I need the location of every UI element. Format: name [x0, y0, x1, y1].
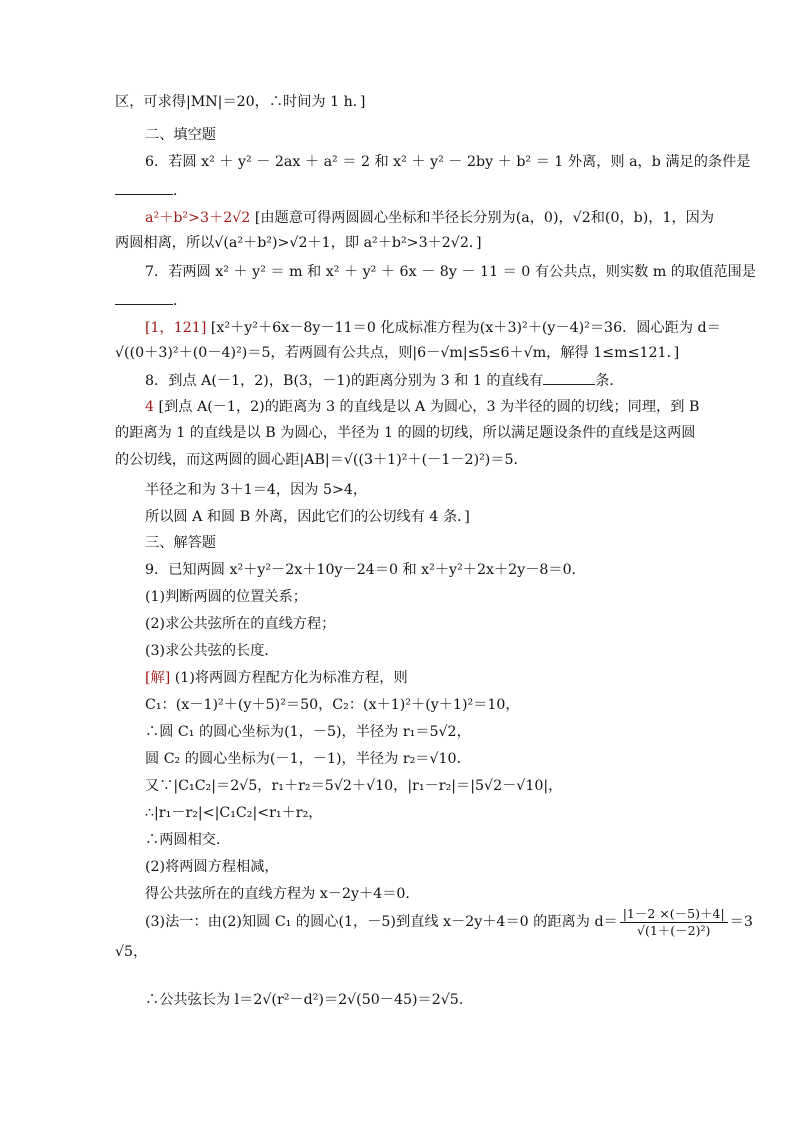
text-line: 又∵|C₁C₂|＝2√5，r₁＋r₂＝5√2＋√10，|r₁－r₂|＝|5√2－√10|， — [145, 778, 563, 794]
text-line: 区，可求得|MN|＝20，∴时间为 1 h．] — [115, 94, 366, 110]
solution-tag: [解] — [145, 670, 171, 686]
text-line: 的公切线，而这两圆的圆心距|AB|＝√((3＋1)²＋(－1－2)²)＝5． — [115, 452, 528, 468]
answer-blank — [543, 370, 595, 385]
question-6-blank-line: ． — [115, 180, 187, 201]
question-8: 8．到点 A(－1，2)，B(3，－1)的距离分别为 3 和 1 的直线有 条． — [145, 370, 624, 391]
question-6: 6．若圆 x² ＋ y² － 2ax ＋ a² ＝ 2 和 x² ＋ y² － 2by ＋ b² ＝ 1 外离，则 a，b 满足的条件是 — [145, 154, 751, 170]
fraction-numerator: |1－2 ×(－5)＋4| — [620, 906, 728, 923]
answer-blank — [115, 290, 173, 305]
text-line: 半径之和为 3＋1＝4，因为 5>4， — [145, 482, 368, 498]
text-line: 圆 C₂ 的圆心坐标为(－1，－1)，半径为 r₂＝√10． — [145, 751, 471, 767]
question-8-solution: 4 [到点 A(－1，2)的距离为 3 的直线是以 A 为圆心，3 为半径的圆的切线；同理，到 B — [145, 399, 700, 415]
question-9-part-2: (2)求公共弦所在的直线方程； — [145, 616, 336, 632]
answer-7: [1，121] — [145, 320, 207, 336]
question-7-solution: [1，121] [x²＋y²＋6x－8y－11＝0 化成标准方程为(x＋3)²＋(y－4)²＝36．圆心距为 d＝ — [145, 320, 721, 336]
answer-blank — [115, 180, 173, 195]
text-line: √5， — [115, 944, 148, 960]
fraction-denominator: √(1＋(－2)²) — [636, 922, 711, 938]
answer-8: 4 — [145, 399, 155, 415]
text-line: ∴公共弦长为 l＝2√(r²－d²)＝2√(50－45)＝2√5． — [145, 992, 474, 1008]
text-line: ∴两圆相交． — [145, 832, 231, 848]
text-line: 得公共弦所在的直线方程为 x－2y＋4＝0． — [145, 886, 420, 902]
question-9-part-3: (3)求公共弦的长度． — [145, 643, 279, 659]
question-9-part-3-solution: (3)法一：由(2)知圆 C₁ 的圆心(1，－5)到直线 x－2y＋4＝0 的距离为 d＝ $\frac{|1-2 \times(-5)+4|}{\text{√(1＋(－2)²)}}$ ＝3 — [145, 905, 753, 938]
question-7: 7．若两圆 x² ＋ y² ＝ m 和 x² ＋ y² ＋ 6x － 8y － 11 ＝ 0 有公共点，则实数 m 的取值范围是 — [145, 264, 756, 280]
text-line: 所以圆 A 和圆 B 外离，因此它们的公切线有 4 条．] — [145, 509, 470, 525]
text-line: ∴圆 C₁ 的圆心坐标为(1，－5)，半径为 r₁＝5√2， — [145, 724, 471, 740]
text-line: ∴|r₁－r₂|<|C₁C₂|<r₁＋r₂， — [145, 805, 323, 821]
section-heading-solutions: 三、解答题 — [145, 535, 216, 551]
solution-start: [解] (1)将两圆方程配方化为标准方程，则 — [145, 670, 408, 686]
text-line: C₁：(x－1)²＋(y＋5)²＝50，C₂：(x＋1)²＋(y＋1)²＝10， — [145, 697, 520, 713]
text-line: 的距离为 1 的直线是以 B 为圆心，半径为 1 的圆的切线，所以满足题设条件的直线是这两圆 — [115, 425, 696, 441]
question-6-solution: a²＋b²>3＋2√2 [由题意可得两圆圆心坐标和半径长分别为(a，0)，√2和(0，b)，1，因为 — [145, 210, 715, 226]
text-line: 两圆相离，所以√(a²＋b²)>√2＋1，即 a²＋b²>3＋2√2．] — [115, 235, 482, 251]
question-9: 9．已知两圆 x²＋y²－2x＋10y－24＝0 和 x²＋y²＋2x＋2y－8＝0． — [145, 562, 586, 578]
text-line: √((0＋3)²＋(0－4)²)＝5，若两圆有公共点，则|6－√m|≤5≤6＋√m，解得 1≤m≤121．] — [115, 345, 680, 361]
answer-6: a²＋b²>3＋2√2 — [145, 210, 251, 226]
distance-fraction — [620, 906, 728, 939]
text-line: (2)将两圆方程相减， — [145, 859, 279, 875]
section-heading-fill-in: 二、填空题 — [145, 127, 216, 143]
question-9-part-1: (1)判断两圆的位置关系； — [145, 589, 307, 605]
question-7-blank-line: ． — [115, 290, 187, 311]
